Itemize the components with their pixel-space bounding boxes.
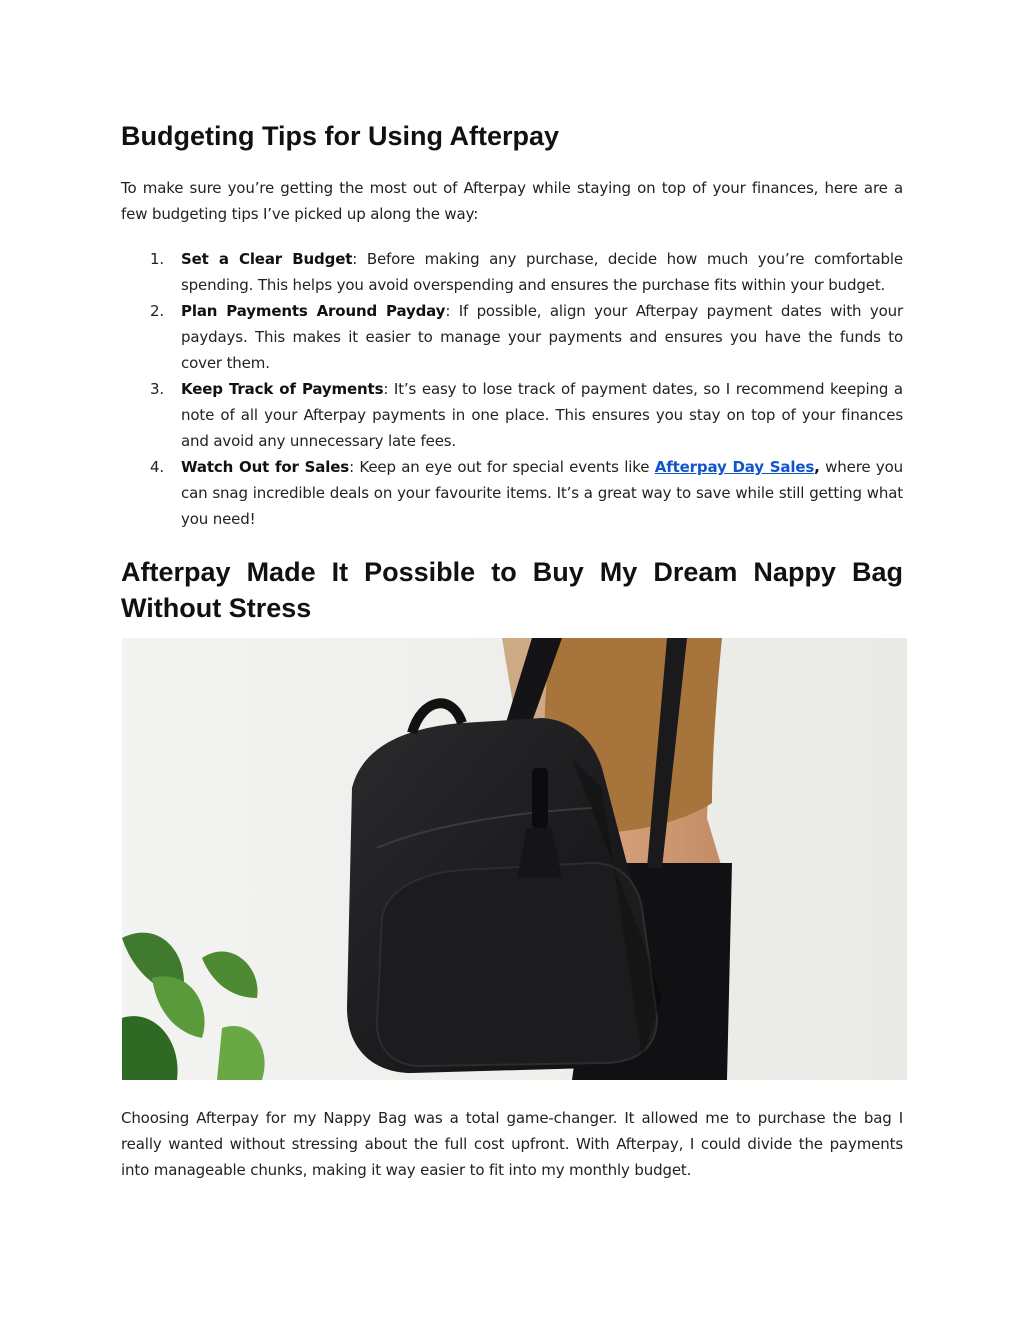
list-number: 2. bbox=[150, 302, 165, 320]
budgeting-tips-list bbox=[121, 246, 903, 532]
list-item bbox=[121, 454, 903, 532]
nappy-bag-paragraph: Choosing Afterpay for my Nappy Bag was a total game-changer. It allowed me to purchase the bag I really wanted without stressing about the full cost upfront. With Afterpay, I could divide the payments into manageable chunks, making it way easier to fit into my monthly budget. bbox=[121, 1109, 903, 1179]
tip-text: where you can snag incredible deals on your favourite items. It’s a great way to save while still getting what you need! bbox=[181, 458, 903, 528]
tip-text: : It’s easy to lose track of payment dates, so I recommend keeping a note of all your Afterpay payments in one place. This ensures you stay on top of your finances and avoid any unnecessary late fees. bbox=[181, 380, 903, 450]
list-item bbox=[121, 376, 903, 454]
tip-title: Watch Out for Sales bbox=[181, 458, 350, 476]
section-heading-dream-nappy-bag: Afterpay Made It Possible to Buy My Dream Nappy Bag Without Stress bbox=[121, 557, 903, 623]
nappy-bag-photo bbox=[122, 638, 907, 1080]
backpack-illustration bbox=[122, 638, 907, 1080]
section-heading-budgeting-tips: Budgeting Tips for Using Afterpay bbox=[121, 121, 560, 151]
list-item bbox=[121, 298, 903, 376]
afterpay-day-sales-link[interactable]: Afterpay Day Sales bbox=[654, 458, 815, 476]
list-number: 3. bbox=[150, 380, 165, 398]
intro-paragraph: To make sure you’re getting the most out of Afterpay while staying on top of your finances, here are a few budgeting tips I’ve picked up along the way: bbox=[121, 179, 903, 223]
tip-text: : Keep an eye out for special events like bbox=[349, 458, 655, 476]
tip-title: Plan Payments Around Payday bbox=[181, 302, 446, 320]
tip-title: Set a Clear Budget bbox=[181, 250, 353, 268]
list-item bbox=[121, 246, 903, 298]
list-number: 4. bbox=[150, 458, 165, 476]
list-number: 1. bbox=[150, 250, 165, 268]
tip-text: : If possible, align your Afterpay payment dates with your paydays. This makes it easier to manage your payments and ensures you have the funds to cover them. bbox=[181, 302, 904, 372]
link-comma: , bbox=[814, 458, 820, 476]
tip-text: : Before making any purchase, decide how much you’re comfortable spending. This helps you avoid overspending and ensures the purchase fits within your budget. bbox=[181, 250, 903, 294]
tip-title: Keep Track of Payments bbox=[181, 380, 384, 398]
